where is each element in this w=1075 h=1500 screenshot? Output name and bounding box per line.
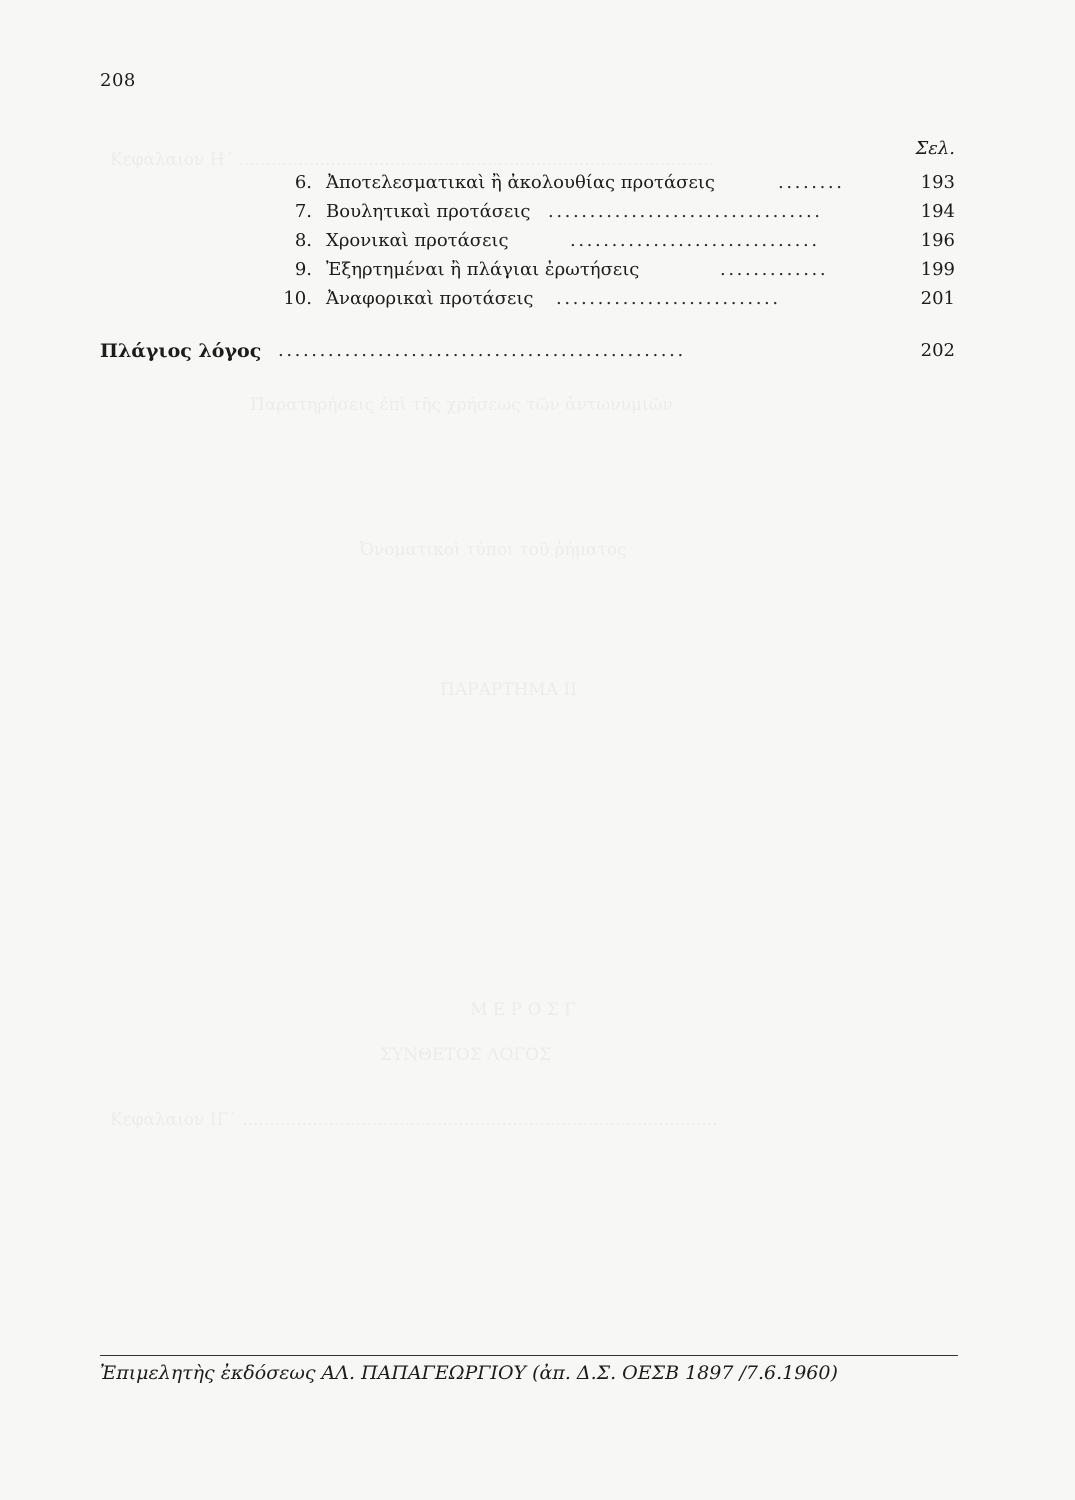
toc-section-title: Πλάγιος λόγος — [100, 340, 262, 362]
toc-entry-title: Ἀναφορικαὶ προτάσεις — [326, 288, 534, 309]
page-column-header: Σελ. — [915, 138, 955, 159]
toc-entry-title: Ἀποτελεσματικαὶ ἢ ἀκολουθίας προτάσεις — [326, 172, 715, 193]
bleed-through-text — [470, 1000, 576, 1020]
toc-entry — [0, 230, 1075, 256]
toc-entry — [0, 288, 1075, 314]
toc-entry-title: Ἐξηρτημέναι ἢ πλάγιαι ἐρωτήσεις — [326, 259, 640, 280]
bleed-through-text — [110, 1110, 718, 1130]
toc-entry-title: Χρονικαὶ προτάσεις — [326, 230, 509, 251]
bleed-through-text — [440, 680, 577, 700]
toc-entry-page: 199 — [920, 259, 955, 280]
editor-credit: Ἐπιμελητὴς ἐκδόσεως ΑΛ. ΠΑΠΑΓΕΩΡΓΙΟΥ (ἀπ. Δ.Σ. ΟΕΣΒ 1897 /7.6.1960) — [100, 1362, 838, 1384]
toc-entry — [0, 201, 1075, 227]
toc-entry-title: Βουλητικαὶ προτάσεις — [326, 201, 531, 222]
page-number: 208 — [100, 70, 136, 91]
bleed-through-text — [110, 150, 714, 170]
footer-divider — [100, 1355, 958, 1356]
bleed-through-text — [380, 1045, 551, 1065]
toc-leader-dots: ................................................. — [278, 340, 686, 361]
toc-entry-page: 194 — [920, 201, 955, 222]
toc-entry-page: 202 — [920, 340, 955, 361]
bleed-through-text — [250, 395, 673, 415]
toc-leader-dots: ........................... — [556, 288, 781, 309]
toc-leader-dots: .............................. — [570, 230, 820, 251]
toc-leader-dots: ............. — [720, 259, 829, 280]
toc-entry — [0, 172, 1075, 198]
toc-section-entry — [0, 340, 1075, 366]
toc-entry-number: 6. — [294, 172, 312, 193]
bleed-through-text — [360, 540, 627, 560]
toc-entry-number: 9. — [294, 259, 312, 280]
toc-leader-dots: ........ — [778, 172, 845, 193]
toc-entry-number: 8. — [294, 230, 312, 251]
toc-leader-dots: ................................. — [548, 201, 823, 222]
toc-entry-page: 193 — [920, 172, 955, 193]
toc-entry-number: 7. — [294, 201, 312, 222]
toc-entry — [0, 259, 1075, 285]
toc-entry-page: 201 — [920, 288, 955, 309]
toc-entry-page: 196 — [920, 230, 955, 251]
toc-entry-number: 10. — [283, 288, 312, 309]
